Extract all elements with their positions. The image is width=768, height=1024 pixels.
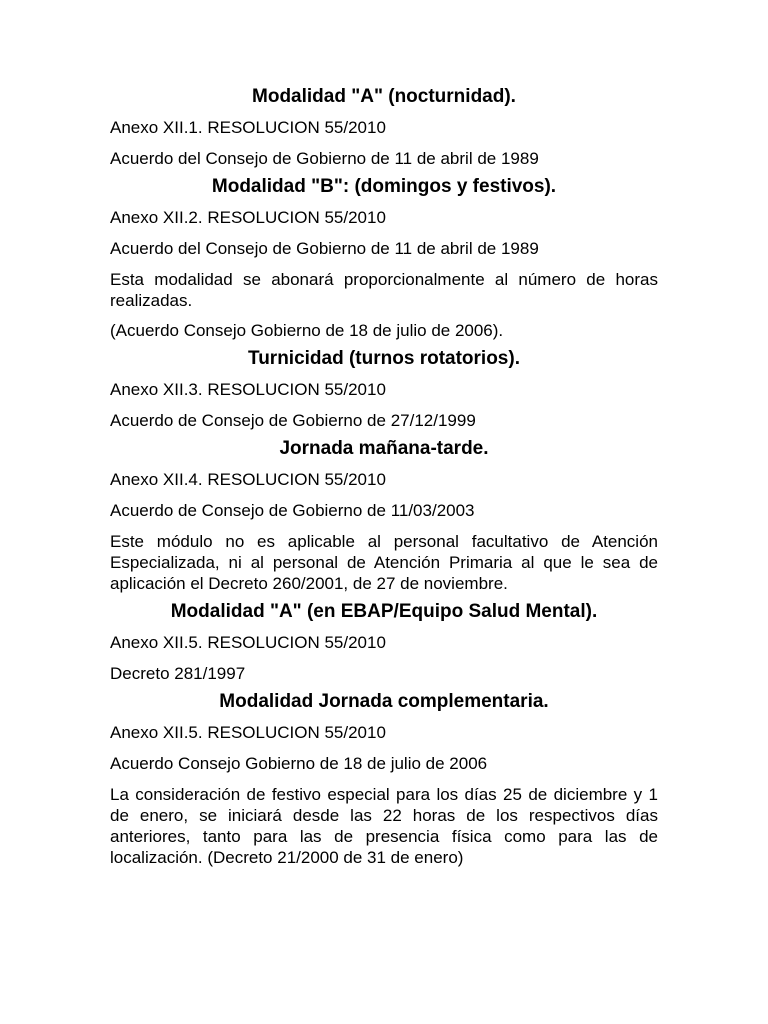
body-paragraph: Esta modalidad se abonará proporcionalmente al número de horas realizadas. [110, 270, 658, 310]
agreement-reference: (Acuerdo Consejo Gobierno de 18 de julio de 2006). [110, 321, 504, 340]
section-heading: Modalidad Jornada complementaria. [219, 691, 549, 712]
section-heading: Modalidad "A" (nocturnidad). [252, 86, 516, 107]
section-heading: Turnicidad (turnos rotatorios). [248, 348, 520, 369]
agreement-reference: Acuerdo de Consejo de Gobierno de 11/03/2003 [110, 501, 475, 520]
body-paragraph: La consideración de festivo especial para los días 25 de diciembre y 1 de enero, se iniciará desde las 22 horas de los respectivos días anteriores, tanto para las de presencia física como para las de localización. (Decreto 21/2000 de 31 de enero) [110, 785, 658, 867]
agreement-reference: Acuerdo de Consejo de Gobierno de 27/12/1999 [110, 411, 476, 430]
annex-reference: Anexo XII.1. RESOLUCION 55/2010 [110, 118, 386, 137]
annex-reference: Anexo XII.4. RESOLUCION 55/2010 [110, 470, 386, 489]
section-ebap-salud-mental [110, 599, 658, 684]
section-jornada-manana-tarde [110, 436, 658, 594]
section-heading: Modalidad "A" (en EBAP/Equipo Salud Mental). [170, 601, 598, 622]
section-heading: Jornada mañana-tarde. [279, 438, 489, 459]
agreement-reference: Acuerdo del Consejo de Gobierno de 11 de abril de 1989 [110, 149, 539, 168]
section-domingos-festivos [110, 174, 658, 341]
decree-reference: Decreto 281/1997 [110, 664, 246, 683]
section-heading: Modalidad "B": (domingos y festivos). [211, 176, 557, 197]
body-paragraph: Este módulo no es aplicable al personal facultativo de Atención Especializada, ni al personal de Atención Primaria al que le sea de aplicación el Decreto 260/2001, de 27 de noviembre. [110, 532, 658, 593]
section-nocturnidad [110, 84, 658, 169]
annex-reference: Anexo XII.3. RESOLUCION 55/2010 [110, 380, 386, 399]
annex-reference: Anexo XII.2. RESOLUCION 55/2010 [110, 208, 386, 227]
agreement-reference: Acuerdo Consejo Gobierno de 18 de julio de 2006 [110, 754, 488, 773]
section-jornada-complementaria [110, 689, 658, 868]
annex-reference: Anexo XII.5. RESOLUCION 55/2010 [110, 633, 386, 652]
annex-reference: Anexo XII.5. RESOLUCION 55/2010 [110, 723, 386, 742]
agreement-reference: Acuerdo del Consejo de Gobierno de 11 de abril de 1989 [110, 239, 539, 258]
section-turnicidad [110, 346, 658, 431]
